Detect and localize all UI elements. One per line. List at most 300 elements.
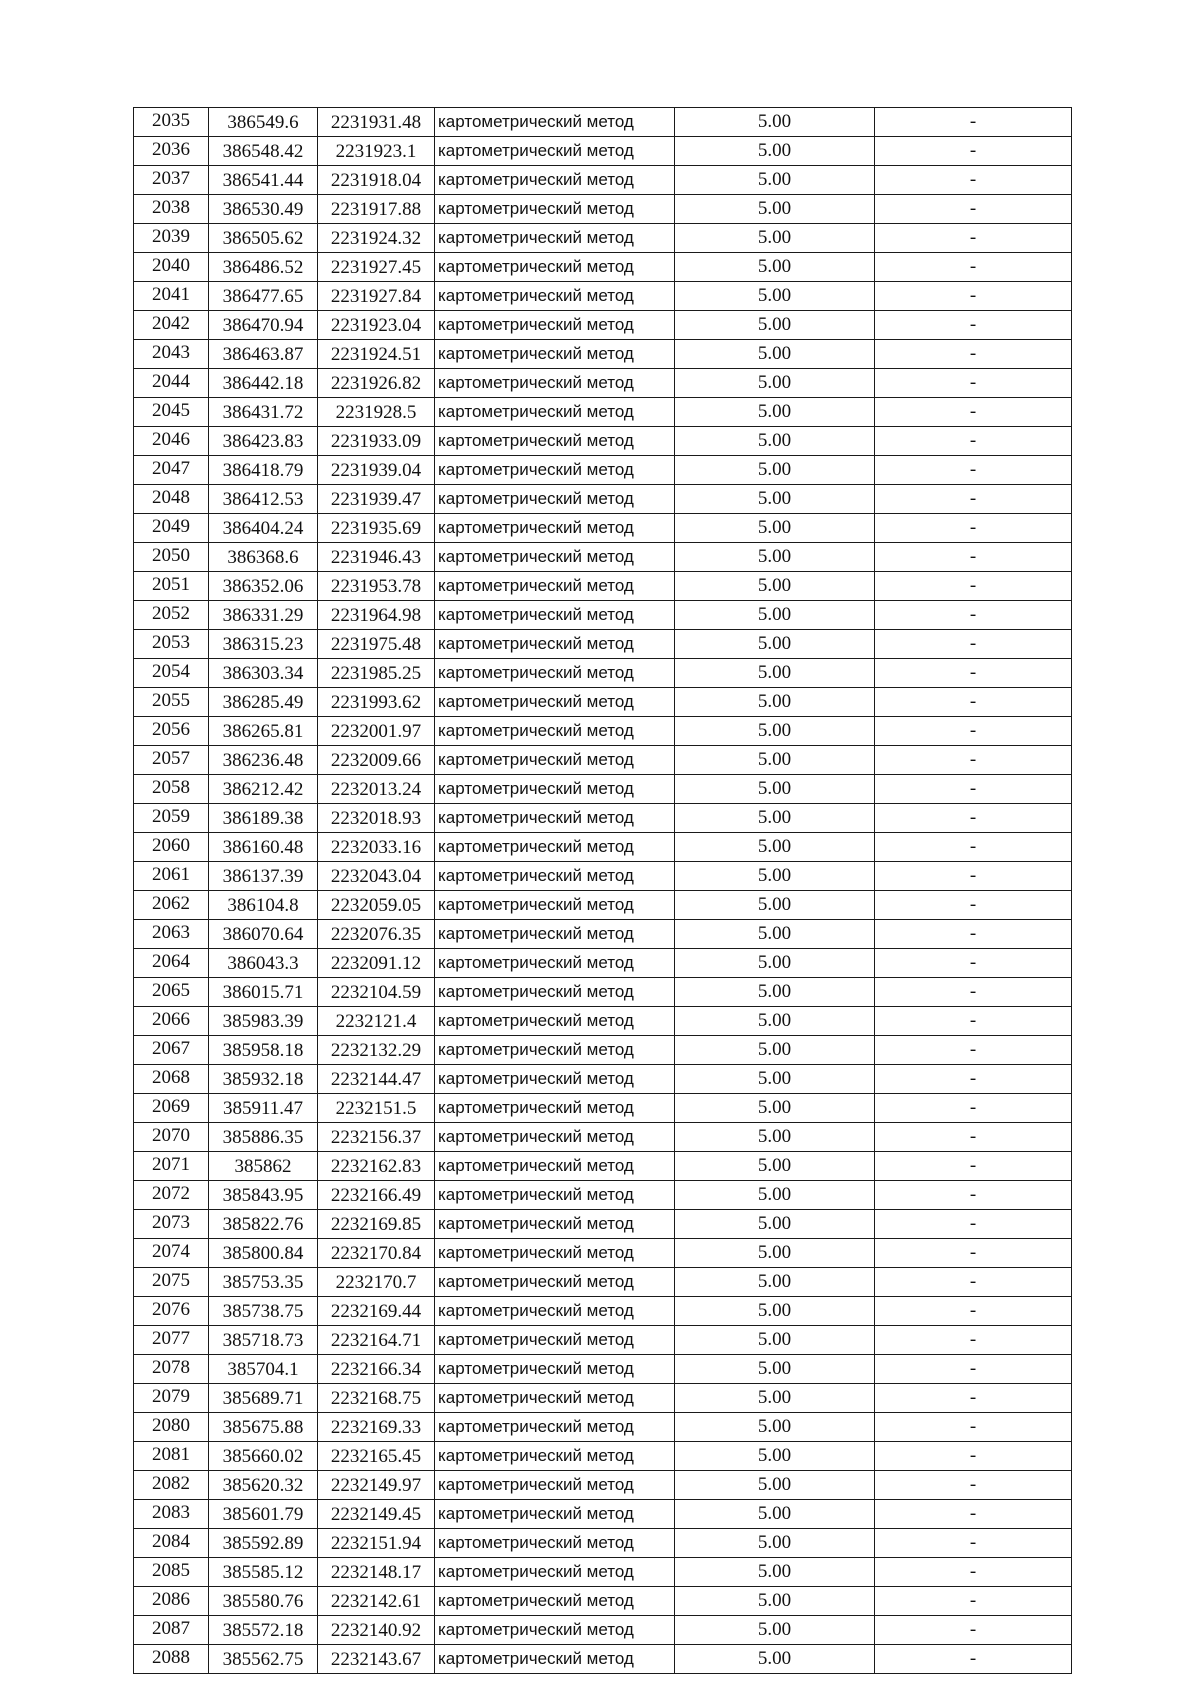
method-cell: картометрический метод [435, 1123, 675, 1152]
point-number-cell: 2050 [134, 543, 209, 572]
y-coordinate-cell: 2231964.98 [318, 601, 435, 630]
method-cell: картометрический метод [435, 427, 675, 456]
note-cell: - [875, 456, 1072, 485]
accuracy-cell: 5.00 [675, 543, 875, 572]
accuracy-cell: 5.00 [675, 1181, 875, 1210]
x-coordinate-cell: 385843.95 [209, 1181, 318, 1210]
x-coordinate-cell: 386505.62 [209, 224, 318, 253]
y-coordinate-cell: 2232166.34 [318, 1355, 435, 1384]
method-cell: картометрический метод [435, 1558, 675, 1587]
accuracy-cell: 5.00 [675, 601, 875, 630]
method-cell: картометрический метод [435, 282, 675, 311]
coordinates-table-body [134, 108, 1072, 1674]
point-number-cell: 2052 [134, 601, 209, 630]
method-cell: картометрический метод [435, 543, 675, 572]
method-cell: картометрический метод [435, 108, 675, 137]
point-number-cell: 2073 [134, 1210, 209, 1239]
y-coordinate-cell: 2231923.1 [318, 137, 435, 166]
x-coordinate-cell: 385800.84 [209, 1239, 318, 1268]
y-coordinate-cell: 2232156.37 [318, 1123, 435, 1152]
table-row [134, 369, 1072, 398]
x-coordinate-cell: 385660.02 [209, 1442, 318, 1471]
point-number-cell: 2046 [134, 427, 209, 456]
x-coordinate-cell: 385862 [209, 1152, 318, 1181]
note-cell: - [875, 659, 1072, 688]
accuracy-cell: 5.00 [675, 340, 875, 369]
x-coordinate-cell: 385983.39 [209, 1007, 318, 1036]
note-cell: - [875, 978, 1072, 1007]
method-cell: картометрический метод [435, 978, 675, 1007]
y-coordinate-cell: 2232169.85 [318, 1210, 435, 1239]
table-row [134, 746, 1072, 775]
table-row [134, 891, 1072, 920]
y-coordinate-cell: 2232091.12 [318, 949, 435, 978]
table-row [134, 166, 1072, 195]
method-cell: картометрический метод [435, 1471, 675, 1500]
table-row [134, 1616, 1072, 1645]
x-coordinate-cell: 385580.76 [209, 1587, 318, 1616]
point-number-cell: 2067 [134, 1036, 209, 1065]
y-coordinate-cell: 2232009.66 [318, 746, 435, 775]
method-cell: картометрический метод [435, 1094, 675, 1123]
accuracy-cell: 5.00 [675, 978, 875, 1007]
table-row [134, 1471, 1072, 1500]
table-row [134, 195, 1072, 224]
x-coordinate-cell: 386431.72 [209, 398, 318, 427]
point-number-cell: 2039 [134, 224, 209, 253]
note-cell: - [875, 369, 1072, 398]
accuracy-cell: 5.00 [675, 253, 875, 282]
table-row [134, 1123, 1072, 1152]
x-coordinate-cell: 385822.76 [209, 1210, 318, 1239]
coordinates-table [133, 107, 1072, 1674]
point-number-cell: 2072 [134, 1181, 209, 1210]
note-cell: - [875, 630, 1072, 659]
method-cell: картометрический метод [435, 1036, 675, 1065]
table-row [134, 311, 1072, 340]
table-row [134, 1529, 1072, 1558]
method-cell: картометрический метод [435, 1152, 675, 1181]
method-cell: картометрический метод [435, 1007, 675, 1036]
table-row [134, 717, 1072, 746]
accuracy-cell: 5.00 [675, 688, 875, 717]
point-number-cell: 2058 [134, 775, 209, 804]
y-coordinate-cell: 2232001.97 [318, 717, 435, 746]
accuracy-cell: 5.00 [675, 282, 875, 311]
accuracy-cell: 5.00 [675, 630, 875, 659]
accuracy-cell: 5.00 [675, 804, 875, 833]
table-row [134, 1065, 1072, 1094]
point-number-cell: 2059 [134, 804, 209, 833]
x-coordinate-cell: 386549.6 [209, 108, 318, 137]
method-cell: картометрический метод [435, 920, 675, 949]
method-cell: картометрический метод [435, 659, 675, 688]
y-coordinate-cell: 2232033.16 [318, 833, 435, 862]
table-row [134, 282, 1072, 311]
method-cell: картометрический метод [435, 1587, 675, 1616]
method-cell: картометрический метод [435, 398, 675, 427]
y-coordinate-cell: 2231927.45 [318, 253, 435, 282]
point-number-cell: 2045 [134, 398, 209, 427]
point-number-cell: 2048 [134, 485, 209, 514]
table-row [134, 427, 1072, 456]
note-cell: - [875, 949, 1072, 978]
point-number-cell: 2084 [134, 1529, 209, 1558]
point-number-cell: 2078 [134, 1355, 209, 1384]
y-coordinate-cell: 2232140.92 [318, 1616, 435, 1645]
x-coordinate-cell: 386412.53 [209, 485, 318, 514]
note-cell: - [875, 340, 1072, 369]
accuracy-cell: 5.00 [675, 1210, 875, 1239]
x-coordinate-cell: 385620.32 [209, 1471, 318, 1500]
method-cell: картометрический метод [435, 601, 675, 630]
table-row [134, 572, 1072, 601]
y-coordinate-cell: 2232165.45 [318, 1442, 435, 1471]
accuracy-cell: 5.00 [675, 1326, 875, 1355]
accuracy-cell: 5.00 [675, 369, 875, 398]
y-coordinate-cell: 2231924.51 [318, 340, 435, 369]
table-row [134, 1268, 1072, 1297]
x-coordinate-cell: 386070.64 [209, 920, 318, 949]
point-number-cell: 2081 [134, 1442, 209, 1471]
note-cell: - [875, 398, 1072, 427]
x-coordinate-cell: 386486.52 [209, 253, 318, 282]
y-coordinate-cell: 2232149.45 [318, 1500, 435, 1529]
method-cell: картометрический метод [435, 1355, 675, 1384]
y-coordinate-cell: 2232151.5 [318, 1094, 435, 1123]
point-number-cell: 2043 [134, 340, 209, 369]
table-row [134, 920, 1072, 949]
note-cell: - [875, 1210, 1072, 1239]
method-cell: картометрический метод [435, 1326, 675, 1355]
y-coordinate-cell: 2231918.04 [318, 166, 435, 195]
y-coordinate-cell: 2232144.47 [318, 1065, 435, 1094]
table-row [134, 949, 1072, 978]
table-row [134, 224, 1072, 253]
note-cell: - [875, 688, 1072, 717]
point-number-cell: 2038 [134, 195, 209, 224]
table-row [134, 833, 1072, 862]
accuracy-cell: 5.00 [675, 1065, 875, 1094]
note-cell: - [875, 1355, 1072, 1384]
y-coordinate-cell: 2232076.35 [318, 920, 435, 949]
table-row [134, 688, 1072, 717]
point-number-cell: 2064 [134, 949, 209, 978]
x-coordinate-cell: 385958.18 [209, 1036, 318, 1065]
point-number-cell: 2070 [134, 1123, 209, 1152]
x-coordinate-cell: 385886.35 [209, 1123, 318, 1152]
y-coordinate-cell: 2231933.09 [318, 427, 435, 456]
note-cell: - [875, 1181, 1072, 1210]
y-coordinate-cell: 2232162.83 [318, 1152, 435, 1181]
y-coordinate-cell: 2231985.25 [318, 659, 435, 688]
point-number-cell: 2055 [134, 688, 209, 717]
point-number-cell: 2077 [134, 1326, 209, 1355]
method-cell: картометрический метод [435, 862, 675, 891]
table-row [134, 398, 1072, 427]
x-coordinate-cell: 386331.29 [209, 601, 318, 630]
point-number-cell: 2087 [134, 1616, 209, 1645]
method-cell: картометрический метод [435, 166, 675, 195]
method-cell: картометрический метод [435, 746, 675, 775]
x-coordinate-cell: 386104.8 [209, 891, 318, 920]
x-coordinate-cell: 386236.48 [209, 746, 318, 775]
y-coordinate-cell: 2231923.04 [318, 311, 435, 340]
table-row [134, 1036, 1072, 1065]
accuracy-cell: 5.00 [675, 1645, 875, 1674]
accuracy-cell: 5.00 [675, 1616, 875, 1645]
y-coordinate-cell: 2231917.88 [318, 195, 435, 224]
note-cell: - [875, 1616, 1072, 1645]
table-row [134, 456, 1072, 485]
note-cell: - [875, 195, 1072, 224]
method-cell: картометрический метод [435, 369, 675, 398]
table-row [134, 1210, 1072, 1239]
y-coordinate-cell: 2232142.61 [318, 1587, 435, 1616]
accuracy-cell: 5.00 [675, 1587, 875, 1616]
y-coordinate-cell: 2231939.47 [318, 485, 435, 514]
note-cell: - [875, 746, 1072, 775]
x-coordinate-cell: 385932.18 [209, 1065, 318, 1094]
method-cell: картометрический метод [435, 1500, 675, 1529]
table-row [134, 1355, 1072, 1384]
table-row [134, 1181, 1072, 1210]
table-row [134, 1500, 1072, 1529]
accuracy-cell: 5.00 [675, 1036, 875, 1065]
x-coordinate-cell: 385562.75 [209, 1645, 318, 1674]
accuracy-cell: 5.00 [675, 1413, 875, 1442]
note-cell: - [875, 833, 1072, 862]
note-cell: - [875, 1239, 1072, 1268]
note-cell: - [875, 1123, 1072, 1152]
x-coordinate-cell: 386137.39 [209, 862, 318, 891]
method-cell: картометрический метод [435, 804, 675, 833]
point-number-cell: 2088 [134, 1645, 209, 1674]
point-number-cell: 2061 [134, 862, 209, 891]
method-cell: картометрический метод [435, 195, 675, 224]
method-cell: картометрический метод [435, 137, 675, 166]
point-number-cell: 2036 [134, 137, 209, 166]
accuracy-cell: 5.00 [675, 659, 875, 688]
accuracy-cell: 5.00 [675, 224, 875, 253]
note-cell: - [875, 717, 1072, 746]
note-cell: - [875, 1152, 1072, 1181]
table-row [134, 1239, 1072, 1268]
y-coordinate-cell: 2231939.04 [318, 456, 435, 485]
table-row [134, 630, 1072, 659]
y-coordinate-cell: 2232013.24 [318, 775, 435, 804]
x-coordinate-cell: 386160.48 [209, 833, 318, 862]
y-coordinate-cell: 2232168.75 [318, 1384, 435, 1413]
note-cell: - [875, 1268, 1072, 1297]
note-cell: - [875, 1297, 1072, 1326]
table-row [134, 978, 1072, 1007]
method-cell: картометрический метод [435, 572, 675, 601]
y-coordinate-cell: 2231924.32 [318, 224, 435, 253]
table-row [134, 659, 1072, 688]
note-cell: - [875, 108, 1072, 137]
x-coordinate-cell: 386265.81 [209, 717, 318, 746]
point-number-cell: 2051 [134, 572, 209, 601]
table-row [134, 543, 1072, 572]
method-cell: картометрический метод [435, 311, 675, 340]
method-cell: картометрический метод [435, 340, 675, 369]
table-row [134, 1384, 1072, 1413]
note-cell: - [875, 1094, 1072, 1123]
x-coordinate-cell: 385704.1 [209, 1355, 318, 1384]
x-coordinate-cell: 386043.3 [209, 949, 318, 978]
x-coordinate-cell: 386548.42 [209, 137, 318, 166]
y-coordinate-cell: 2232164.71 [318, 1326, 435, 1355]
method-cell: картометрический метод [435, 1616, 675, 1645]
point-number-cell: 2083 [134, 1500, 209, 1529]
y-coordinate-cell: 2232169.44 [318, 1297, 435, 1326]
method-cell: картометрический метод [435, 1181, 675, 1210]
y-coordinate-cell: 2231975.48 [318, 630, 435, 659]
method-cell: картометрический метод [435, 717, 675, 746]
table-row [134, 1413, 1072, 1442]
x-coordinate-cell: 385592.89 [209, 1529, 318, 1558]
x-coordinate-cell: 386352.06 [209, 572, 318, 601]
y-coordinate-cell: 2232143.67 [318, 1645, 435, 1674]
x-coordinate-cell: 386463.87 [209, 340, 318, 369]
x-coordinate-cell: 385911.47 [209, 1094, 318, 1123]
accuracy-cell: 5.00 [675, 1558, 875, 1587]
x-coordinate-cell: 386285.49 [209, 688, 318, 717]
x-coordinate-cell: 386212.42 [209, 775, 318, 804]
table-row [134, 485, 1072, 514]
accuracy-cell: 5.00 [675, 137, 875, 166]
accuracy-cell: 5.00 [675, 1471, 875, 1500]
note-cell: - [875, 1065, 1072, 1094]
note-cell: - [875, 804, 1072, 833]
accuracy-cell: 5.00 [675, 1152, 875, 1181]
point-number-cell: 2079 [134, 1384, 209, 1413]
accuracy-cell: 5.00 [675, 195, 875, 224]
table-row [134, 253, 1072, 282]
note-cell: - [875, 1413, 1072, 1442]
table-row [134, 1152, 1072, 1181]
point-number-cell: 2071 [134, 1152, 209, 1181]
x-coordinate-cell: 386303.34 [209, 659, 318, 688]
method-cell: картометрический метод [435, 630, 675, 659]
table-row [134, 1558, 1072, 1587]
accuracy-cell: 5.00 [675, 1094, 875, 1123]
y-coordinate-cell: 2232170.7 [318, 1268, 435, 1297]
point-number-cell: 2035 [134, 108, 209, 137]
accuracy-cell: 5.00 [675, 485, 875, 514]
method-cell: картометрический метод [435, 775, 675, 804]
table-row [134, 108, 1072, 137]
point-number-cell: 2060 [134, 833, 209, 862]
x-coordinate-cell: 386368.6 [209, 543, 318, 572]
accuracy-cell: 5.00 [675, 572, 875, 601]
x-coordinate-cell: 385718.73 [209, 1326, 318, 1355]
table-row [134, 775, 1072, 804]
table-row [134, 514, 1072, 543]
table-row [134, 1587, 1072, 1616]
note-cell: - [875, 920, 1072, 949]
y-coordinate-cell: 2232043.04 [318, 862, 435, 891]
method-cell: картометрический метод [435, 1268, 675, 1297]
method-cell: картометрический метод [435, 949, 675, 978]
accuracy-cell: 5.00 [675, 1239, 875, 1268]
note-cell: - [875, 514, 1072, 543]
y-coordinate-cell: 2232104.59 [318, 978, 435, 1007]
note-cell: - [875, 485, 1072, 514]
method-cell: картометрический метод [435, 1297, 675, 1326]
x-coordinate-cell: 385689.71 [209, 1384, 318, 1413]
accuracy-cell: 5.00 [675, 833, 875, 862]
accuracy-cell: 5.00 [675, 1442, 875, 1471]
y-coordinate-cell: 2232151.94 [318, 1529, 435, 1558]
method-cell: картометрический метод [435, 1413, 675, 1442]
table-row [134, 1326, 1072, 1355]
table-row [134, 1007, 1072, 1036]
note-cell: - [875, 862, 1072, 891]
point-number-cell: 2074 [134, 1239, 209, 1268]
point-number-cell: 2063 [134, 920, 209, 949]
method-cell: картометрический метод [435, 1442, 675, 1471]
note-cell: - [875, 166, 1072, 195]
y-coordinate-cell: 2232132.29 [318, 1036, 435, 1065]
point-number-cell: 2065 [134, 978, 209, 1007]
x-coordinate-cell: 386541.44 [209, 166, 318, 195]
method-cell: картометрический метод [435, 456, 675, 485]
accuracy-cell: 5.00 [675, 1007, 875, 1036]
method-cell: картометрический метод [435, 514, 675, 543]
table-row [134, 1442, 1072, 1471]
note-cell: - [875, 1326, 1072, 1355]
point-number-cell: 2075 [134, 1268, 209, 1297]
table-row [134, 804, 1072, 833]
x-coordinate-cell: 386442.18 [209, 369, 318, 398]
note-cell: - [875, 1384, 1072, 1413]
x-coordinate-cell: 386315.23 [209, 630, 318, 659]
point-number-cell: 2040 [134, 253, 209, 282]
table-row [134, 340, 1072, 369]
note-cell: - [875, 1007, 1072, 1036]
point-number-cell: 2057 [134, 746, 209, 775]
point-number-cell: 2054 [134, 659, 209, 688]
method-cell: картометрический метод [435, 253, 675, 282]
method-cell: картометрический метод [435, 833, 675, 862]
point-number-cell: 2037 [134, 166, 209, 195]
note-cell: - [875, 891, 1072, 920]
x-coordinate-cell: 385572.18 [209, 1616, 318, 1645]
table-row [134, 1645, 1072, 1674]
accuracy-cell: 5.00 [675, 1529, 875, 1558]
table-row [134, 601, 1072, 630]
note-cell: - [875, 1645, 1072, 1674]
point-number-cell: 2068 [134, 1065, 209, 1094]
point-number-cell: 2041 [134, 282, 209, 311]
x-coordinate-cell: 386404.24 [209, 514, 318, 543]
method-cell: картометрический метод [435, 891, 675, 920]
y-coordinate-cell: 2231931.48 [318, 108, 435, 137]
note-cell: - [875, 1587, 1072, 1616]
y-coordinate-cell: 2232018.93 [318, 804, 435, 833]
note-cell: - [875, 1471, 1072, 1500]
y-coordinate-cell: 2231928.5 [318, 398, 435, 427]
point-number-cell: 2047 [134, 456, 209, 485]
x-coordinate-cell: 386477.65 [209, 282, 318, 311]
point-number-cell: 2085 [134, 1558, 209, 1587]
note-cell: - [875, 1036, 1072, 1065]
accuracy-cell: 5.00 [675, 166, 875, 195]
accuracy-cell: 5.00 [675, 1268, 875, 1297]
accuracy-cell: 5.00 [675, 1355, 875, 1384]
